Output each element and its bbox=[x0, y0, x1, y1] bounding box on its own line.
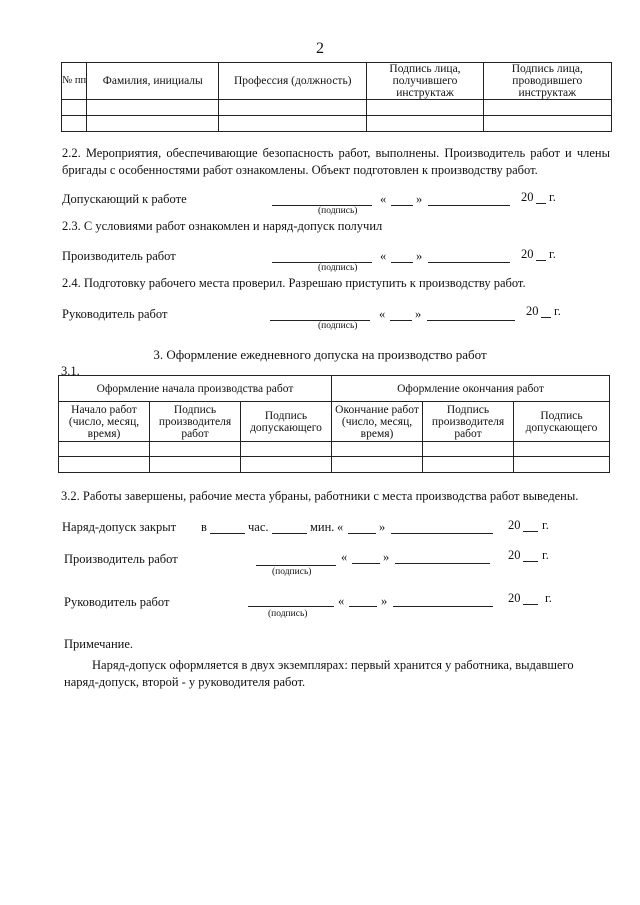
note-text: Наряд-допуск оформляется в двух экземплярах: первый хранится у работника, выдавшего наряд-допуск, второй - у руководителя работ. bbox=[64, 658, 574, 689]
table-cell[interactable] bbox=[483, 100, 611, 116]
quote-open: « bbox=[380, 192, 387, 206]
table-cell[interactable] bbox=[87, 116, 219, 132]
day-line[interactable] bbox=[390, 320, 412, 321]
table-cell[interactable] bbox=[219, 116, 367, 132]
month-line[interactable] bbox=[428, 262, 510, 263]
table-cell[interactable] bbox=[332, 442, 423, 457]
table-cell[interactable] bbox=[62, 100, 87, 116]
manager-closing-label: Руководитель работ bbox=[64, 595, 170, 609]
month-line[interactable] bbox=[428, 205, 510, 206]
quote-open: « bbox=[379, 307, 386, 321]
quote-open: « bbox=[380, 249, 387, 263]
year-line[interactable] bbox=[523, 561, 538, 562]
col-header-profession: Профессия (должность) bbox=[219, 63, 367, 100]
quote-close: » bbox=[381, 594, 388, 608]
quote-close: » bbox=[383, 550, 390, 564]
table-cell[interactable] bbox=[87, 100, 219, 116]
year-line[interactable] bbox=[523, 531, 538, 532]
year-line[interactable] bbox=[536, 203, 546, 204]
table-cell[interactable] bbox=[150, 442, 241, 457]
table-row bbox=[62, 100, 612, 116]
quote-close: » bbox=[416, 192, 423, 206]
hours-label: час. bbox=[248, 520, 269, 534]
month-line[interactable] bbox=[427, 320, 515, 321]
year-suffix: г. bbox=[549, 247, 556, 261]
month-line[interactable] bbox=[393, 606, 493, 607]
quote-close: » bbox=[379, 520, 386, 534]
year-suffix: г. bbox=[542, 548, 549, 562]
year-prefix: 20 bbox=[508, 548, 521, 562]
signature-caption: (подпись) bbox=[268, 609, 308, 619]
minutes-line[interactable] bbox=[272, 533, 307, 534]
group-header-end: Оформление окончания работ bbox=[332, 376, 610, 402]
table-cell[interactable] bbox=[62, 116, 87, 132]
year-prefix: 20 bbox=[526, 304, 539, 318]
year-line[interactable] bbox=[541, 317, 551, 318]
month-line[interactable] bbox=[395, 563, 490, 564]
year-prefix: 20 bbox=[508, 591, 521, 605]
year-suffix: г. bbox=[554, 304, 561, 318]
col-header-start-admitting: Подпись допускающего bbox=[241, 402, 332, 442]
note-title: Примечание. bbox=[64, 637, 134, 651]
section-3-2-text: 3.2. Работы завершены, рабочие места убраны, работники с места производства работ выведены. bbox=[61, 489, 579, 503]
col-header-end-time: Окончание работ (число, месяц, время) bbox=[332, 402, 423, 442]
col-header-end-admitting: Подпись допускающего bbox=[514, 402, 610, 442]
admitting-label: Допускающий к работе bbox=[62, 192, 187, 206]
signature-caption: (подпись) bbox=[318, 206, 358, 216]
table-cell[interactable] bbox=[150, 457, 241, 473]
signature-caption: (подпись) bbox=[318, 321, 358, 331]
day-line[interactable] bbox=[348, 533, 376, 534]
year-line[interactable] bbox=[536, 260, 546, 261]
col-header-name: Фамилия, инициалы bbox=[87, 63, 219, 100]
quote-open: « bbox=[338, 594, 345, 608]
day-line[interactable] bbox=[391, 262, 413, 263]
group-header-start: Оформление начала производства работ bbox=[59, 376, 332, 402]
table-cell[interactable] bbox=[367, 116, 483, 132]
col-header-received-signature: Подпись лица, получившего инструктаж bbox=[367, 63, 483, 100]
section-2-3-text: 2.3. С условиями работ ознакомлен и наряд-допуск получил bbox=[62, 219, 383, 233]
year-prefix: 20 bbox=[521, 247, 534, 261]
producer-closing-label: Производитель работ bbox=[64, 552, 178, 566]
closed-in: в bbox=[201, 520, 207, 534]
producer-label: Производитель работ bbox=[62, 249, 176, 263]
table-cell[interactable] bbox=[241, 442, 332, 457]
day-line[interactable] bbox=[391, 205, 413, 206]
year-suffix: г. bbox=[549, 190, 556, 204]
table-cell[interactable] bbox=[514, 442, 610, 457]
signature-caption: (подпись) bbox=[272, 567, 312, 577]
col-header-number: № пп bbox=[62, 63, 87, 100]
table-cell[interactable] bbox=[483, 116, 611, 132]
section-2-4-text: 2.4. Подготовку рабочего места проверил. Разрешаю приступить к производству работ. bbox=[62, 276, 526, 290]
col-header-end-producer: Подпись производителя работ bbox=[423, 402, 514, 442]
table-cell[interactable] bbox=[59, 457, 150, 473]
table-row bbox=[62, 116, 612, 132]
day-line[interactable] bbox=[352, 563, 380, 564]
section-2-2-text: 2.2. Мероприятия, обеспечивающие безопасность работ, выполнены. Производитель работ и члены бригады с особенностями работ ознакомлены. Объект подготовлен к производству работ. bbox=[62, 146, 610, 177]
closed-label: Наряд-допуск закрыт bbox=[62, 520, 177, 534]
table-cell[interactable] bbox=[514, 457, 610, 473]
quote-close: » bbox=[415, 307, 422, 321]
page-number: 2 bbox=[316, 40, 324, 57]
quote-open: « bbox=[341, 550, 348, 564]
table-cell[interactable] bbox=[367, 100, 483, 116]
table-cell[interactable] bbox=[423, 442, 514, 457]
year-prefix: 20 bbox=[521, 190, 534, 204]
section-3-title: 3. Оформление ежедневного допуска на производство работ bbox=[153, 347, 487, 362]
year-suffix: г. bbox=[542, 518, 549, 532]
hours-line[interactable] bbox=[210, 533, 245, 534]
producer-closing-signature-line[interactable] bbox=[256, 565, 336, 566]
table-cell[interactable] bbox=[219, 100, 367, 116]
year-line[interactable] bbox=[523, 604, 538, 605]
table-cell[interactable] bbox=[59, 442, 150, 457]
signature-caption: (подпись) bbox=[318, 263, 358, 273]
year-suffix: г. bbox=[545, 591, 552, 605]
col-header-start-producer: Подпись производителя работ bbox=[150, 402, 241, 442]
quote-open: « bbox=[337, 520, 344, 534]
table-row bbox=[59, 442, 610, 457]
instruction-table bbox=[61, 62, 612, 132]
section-3-1-label: 3.1. bbox=[61, 364, 80, 378]
quote-close: » bbox=[416, 249, 423, 263]
table-cell[interactable] bbox=[332, 457, 423, 473]
table-row bbox=[59, 457, 610, 473]
minutes-label: мин. bbox=[310, 520, 335, 534]
year-prefix: 20 bbox=[508, 518, 521, 532]
col-header-conducted-signature: Подпись лица, проводившего инструктаж bbox=[483, 63, 611, 100]
table-cell[interactable] bbox=[241, 457, 332, 473]
manager-label: Руководитель работ bbox=[62, 307, 168, 321]
col-header-start-time: Начало работ (число, месяц, время) bbox=[59, 402, 150, 442]
daily-admission-table bbox=[58, 375, 610, 473]
table-cell[interactable] bbox=[423, 457, 514, 473]
day-line[interactable] bbox=[349, 606, 377, 607]
month-line[interactable] bbox=[391, 533, 493, 534]
manager-closing-signature-line[interactable] bbox=[248, 606, 334, 607]
